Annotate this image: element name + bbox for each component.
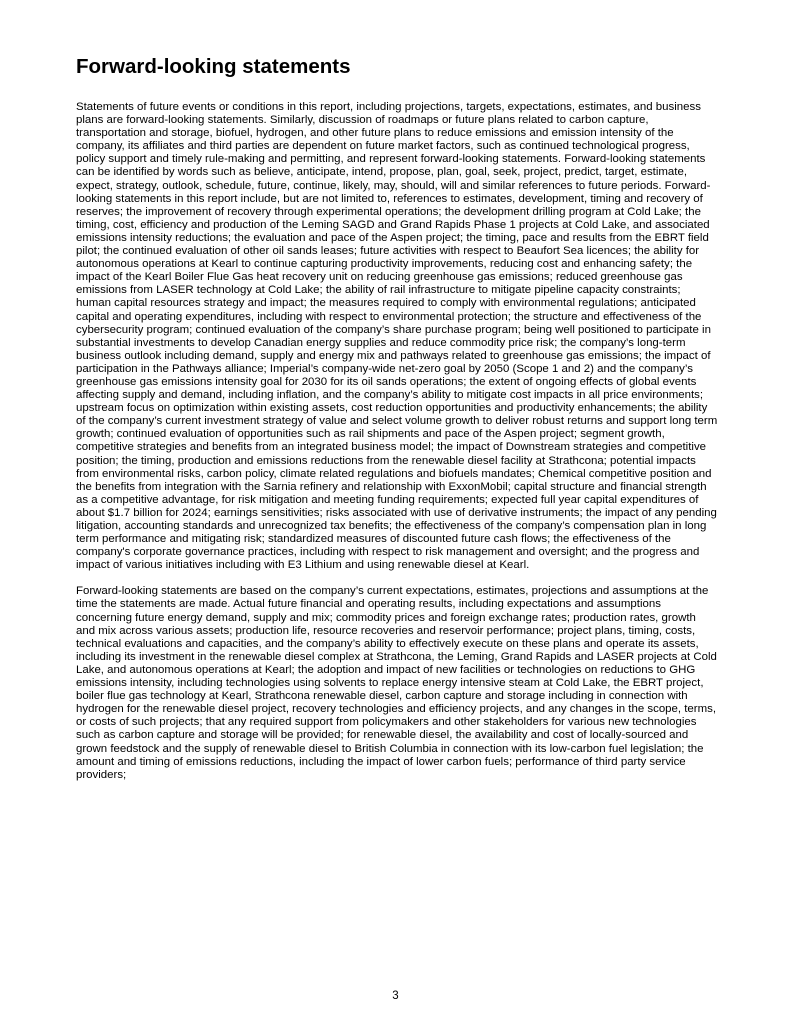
page-number: 3 — [392, 990, 399, 1002]
paragraph-forward-looking-statements: Statements of future events or conditions in this report, including projections, targets, expectations, estimates, and business plans are forward-looking statements. Similarly, discussion of roadmaps or future plans related to carbon capture, transportation and storage, biofuel, hydrogen, and other future plans to reduce emissions and emission intensity of the company, its affiliates and third parties are dependent on future market factors, such as continued technological progress, policy support and timely rule-making and permitting, and represent forward-looking statements. Forward-looking statements can be identified by words such as believe, anticipate, intend, propose, plan, goal, seek, project, predict, target, estimate, expect, strategy, outlook, schedule, future, continue, likely, may, should, will and similar references to future periods. Forward-looking statements in this report include, but are not limited to, references to estimates, development, timing and recovery of reserves; the improvement of recovery through experimental operations; the development drilling program at Cold Lake; the timing, cost, efficiency and production of the Leming SAGD and Grand Rapids Phase 1 projects at Cold Lake, and associated emissions intensity reductions; the evaluation and pace of the Aspen project; the timing, pace and results from the EBRT field pilot; the continued evaluation of other oil sands leases; future activities with respect to Beaufort Sea licences; the ability for autonomous operations at Kearl to continue capturing productivity improvements, reducing cost and enhancing safety; the impact of the Kearl Boiler Flue Gas heat recovery unit on reducing greenhouse gas emissions; reduced greenhouse gas emissions from LASER technology at Cold Lake; the ability of rail infrastructure to mitigate pipeline capacity constraints; human capital resources strategy and impact; the measures required to comply with environmental regulations; anticipated capital and operating expenditures, including with respect to environmental protection; the structure and effectiveness of the cybersecurity program; continued evaluation of the company’s share purchase program; being well positioned to participate in substantial investments to develop Canadian energy supplies and reduce commodity price risk; the company’s long-term business outlook including demand, supply and energy mix and pathways related to greenhouse gas emissions; the impact of participation in the Pathways alliance; Imperial’s company-wide net-zero goal by 2050 (Scope 1 and 2) and the company’s greenhouse gas emissions intensity goal for 2030 for its oil sands operations; the extent of ongoing effects of global events affecting supply and demand, including inflation, and the company’s ability to mitigate cost impacts in all price environments; upstream focus on optimization within existing assets, cost reduction opportunities and productivity enhancements; the ability of the company’s current investment strategy of value and select volume growth to deliver robust returns and support long term growth; continued evaluation of opportunities such as rail shipments and pace of the Aspen project; segment growth, competitive strategies and benefits from an integrated business model; the impact of Downstream strategies and competitive position; the timing, production and emissions reductions from the renewable diesel facility at Strathcona; potential impacts from environmental risks, carbon policy, climate related regulations and biofuels mandates; Chemical competitive position and the benefits from integration with the Sarnia refinery and relationship with ExxonMobil; capital structure and financial strength as a competitive advantage, for risk mitigation and meeting funding requirements; expected full year capital expenditures of about $1.7 billion for 2024; earnings sensitivities; risks associated with use of derivative instruments; the impact of any pending litigation, accounting standards and unrecognized tax benefits; the effectiveness of the company’s compensation plan in long term performance and mitigating risk; standardized measures of discounted future cash flows; the effectiveness of the company's corporate governance practices, including with respect to risk management and oversight; and the progress and impact of various initiatives including with E3 Lithium and using renewable diesel at Kearl. — [76, 101, 718, 572]
page-title: Forward-looking statements — [76, 55, 351, 78]
document-page — [76, 54, 718, 795]
paragraph-assumptions: Forward-looking statements are based on the company’s current expectations, estimates, projections and assumptions at the time the statements are made. Actual future financial and operating results, including expectations and assumptions concerning future energy demand, supply and mix; commodity prices and foreign exchange rates; production rates, growth and mix across various assets; production life, resource recoveries and reservoir performance; project plans, timing, costs, technical evaluations and capacities, and the company’s ability to effectively execute on these plans and operate its assets, including its investment in the renewable diesel complex at Strathcona, the Leming, Grand Rapids and LASER projects at Cold Lake, and autonomous operations at Kearl; the adoption and impact of new facilities or technologies on reductions to GHG emissions intensity, including technologies using solvents to replace energy intensive steam at Cold Lake, the EBRT project, boiler flue gas technology at Kearl, Strathcona renewable diesel, carbon capture and storage including in connection with hydrogen for the renewable diesel project, recovery technologies and efficiency projects, and any changes in the scope, terms, or costs of such projects; that any required support from policymakers and other stakeholders for various new technologies such as carbon capture and storage will be provided; for renewable diesel, the availability and cost of locally-sourced and grown feedstock and the supply of renewable diesel to British Columbia in connection with its low-carbon fuel legislation; the amount and timing of emissions reductions, including the impact of lower carbon fuels; performance of third party service providers; — [76, 585, 717, 781]
